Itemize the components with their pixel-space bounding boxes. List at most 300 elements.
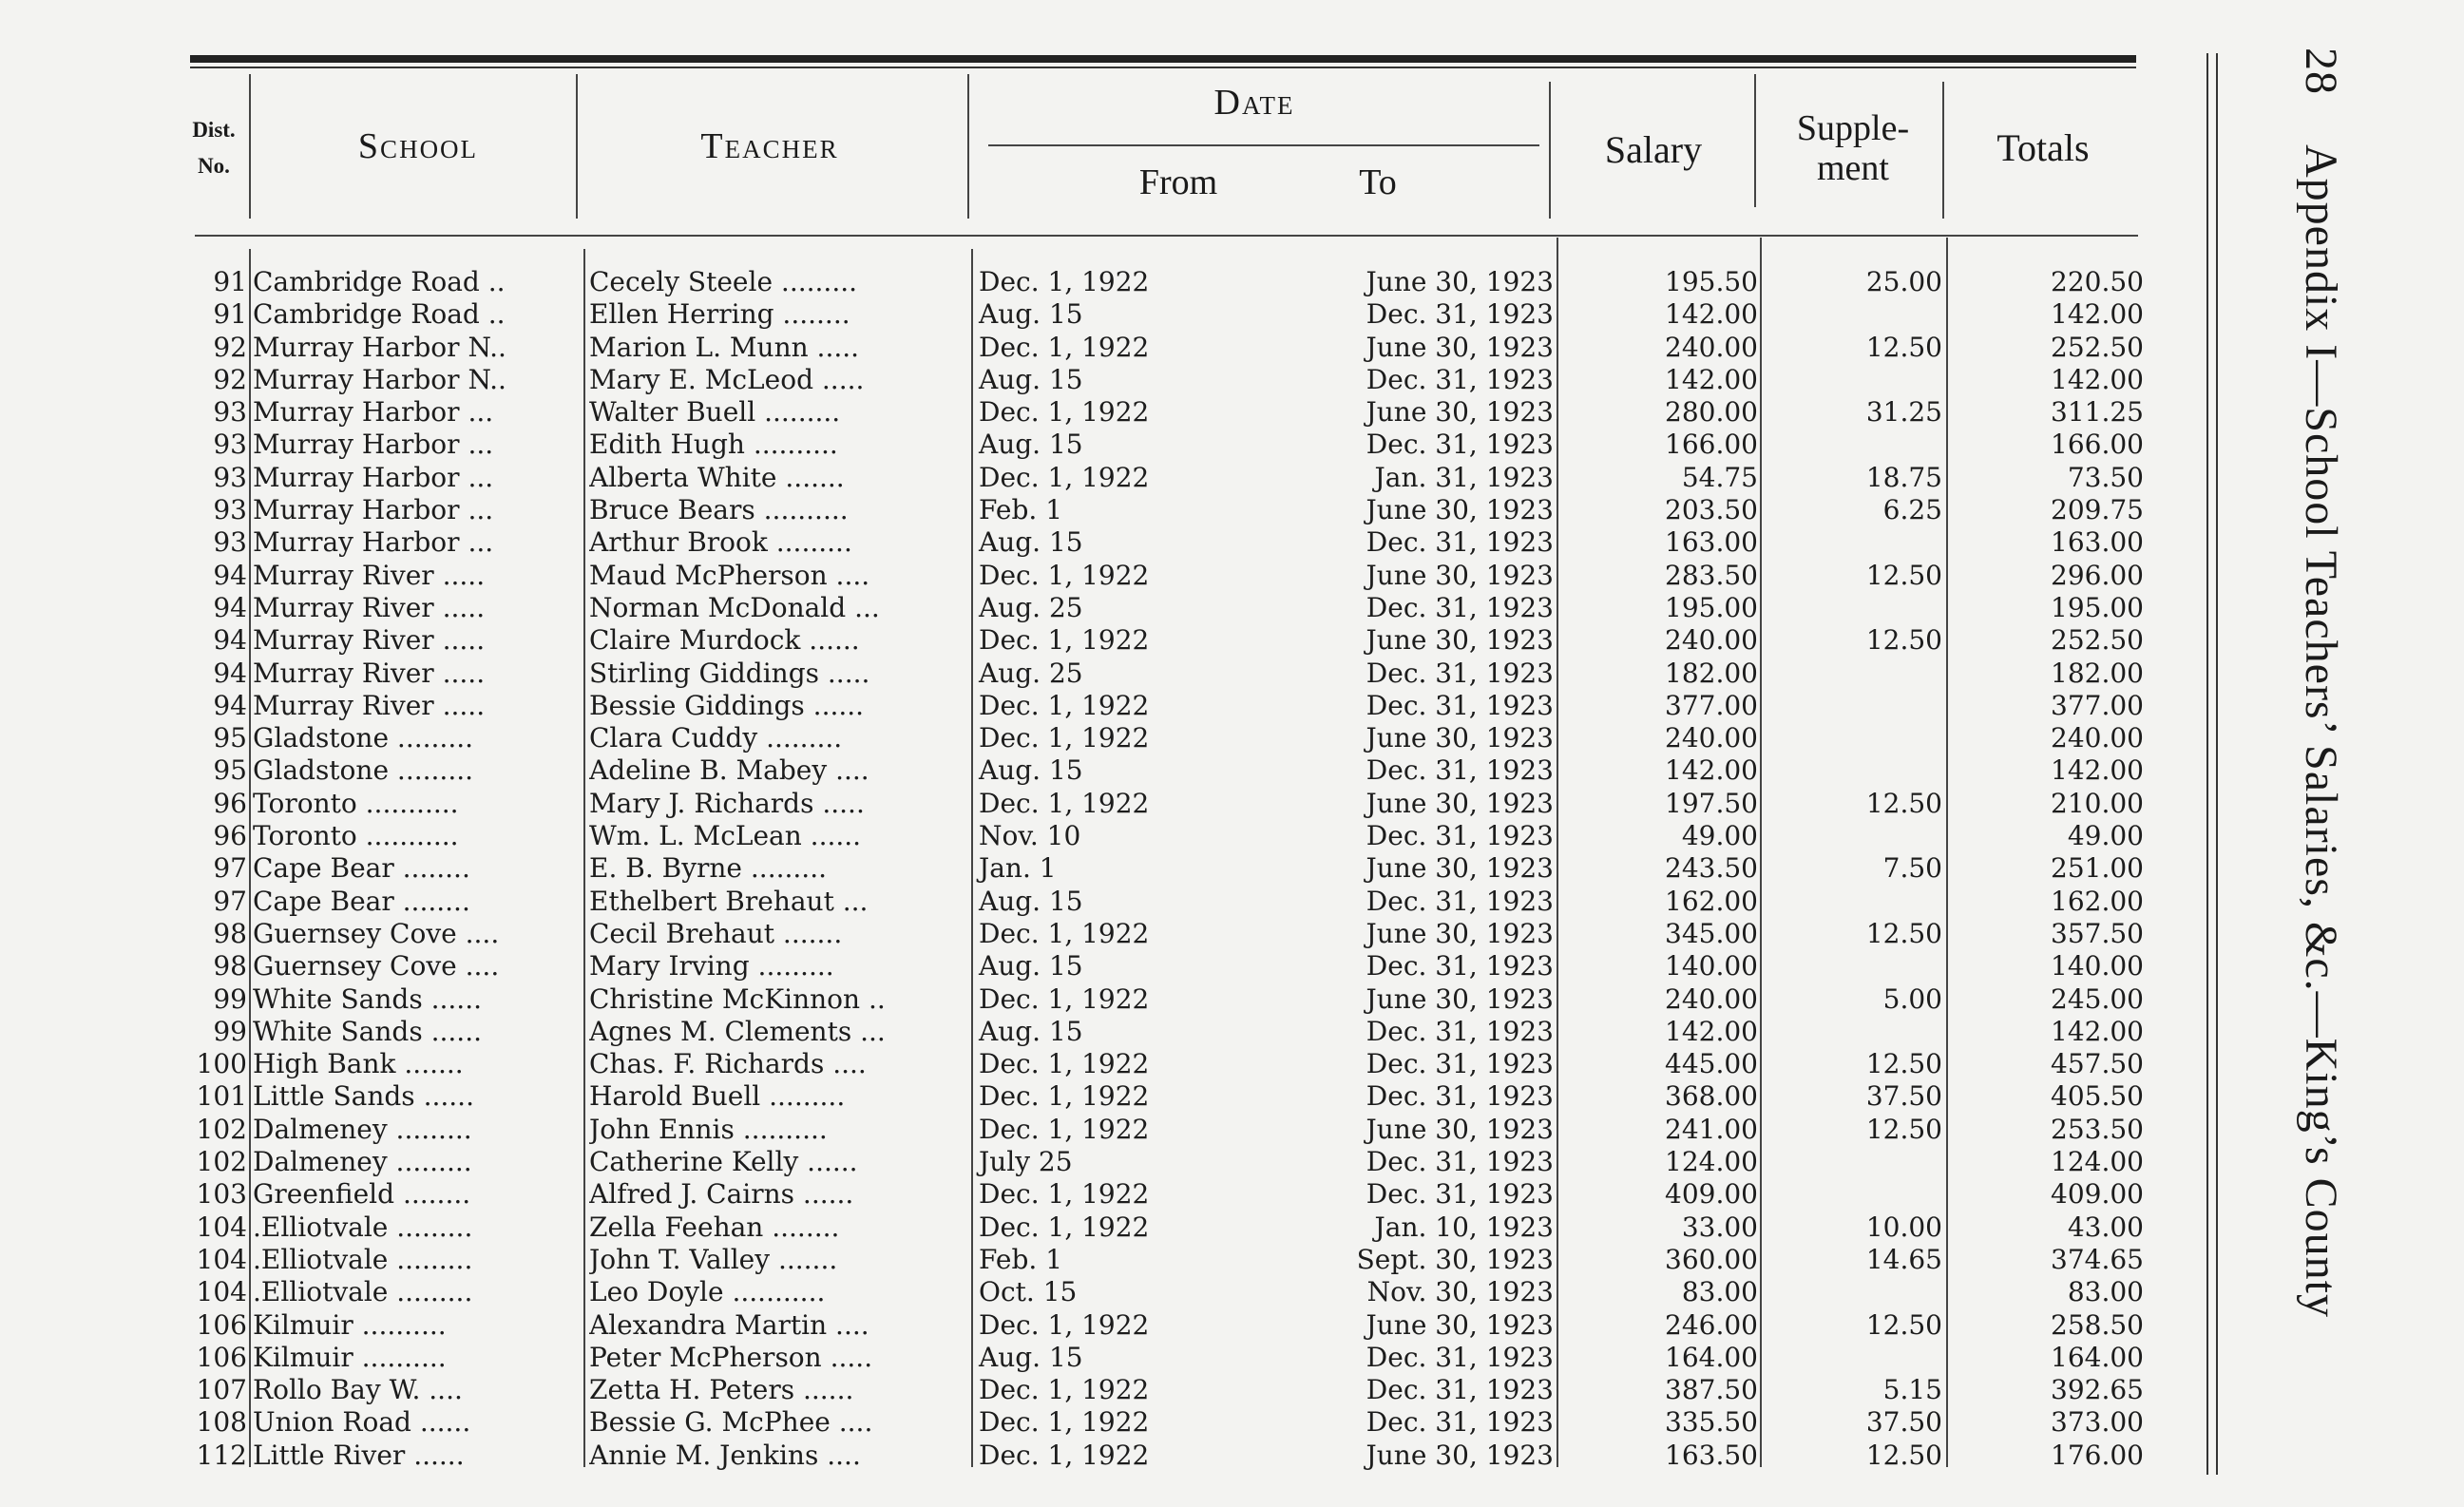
salary-cell: 368.00 — [1665, 1080, 1758, 1113]
salary-cell: 164.00 — [1665, 1341, 1758, 1373]
date-from-cell: Dec. 1, 1922 — [979, 266, 1150, 297]
date-from-cell: Aug. 25 — [979, 657, 1083, 689]
total-cell: 253.50 — [2051, 1113, 2144, 1145]
school-cell: .Elliotvale ......... — [253, 1276, 473, 1308]
date-to-cell: Dec. 31, 1923 — [1366, 363, 1554, 395]
table-row — [0, 690, 2186, 722]
date-to-cell: Dec. 31, 1923 — [1366, 754, 1554, 787]
dist-no-cell: 93 — [213, 526, 247, 559]
date-to-cell: June 30, 1923 — [1366, 1439, 1554, 1471]
teacher-cell: Zetta H. Peters ...... — [589, 1374, 854, 1406]
dist-no-cell: 95 — [213, 754, 247, 787]
total-cell: 311.25 — [2051, 396, 2144, 429]
date-from-cell: Dec. 1, 1922 — [979, 722, 1150, 754]
dist-no-cell: 102 — [196, 1113, 247, 1145]
dist-no-cell: 91 — [213, 298, 247, 331]
teacher-cell: Bessie G. McPhee .... — [589, 1406, 873, 1439]
teacher-cell: John Ennis .......... — [589, 1113, 828, 1145]
date-to-cell: Dec. 31, 1923 — [1366, 1374, 1554, 1406]
header-supplement — [1758, 108, 1948, 188]
total-cell: 43.00 — [2067, 1211, 2144, 1243]
salary-cell: 142.00 — [1665, 363, 1758, 395]
table-row — [0, 592, 2186, 624]
date-to-cell: June 30, 1923 — [1366, 982, 1554, 1015]
date-from-cell: Aug. 15 — [979, 885, 1083, 917]
date-to-cell: June 30, 1923 — [1366, 331, 1554, 363]
date-from-cell: Oct. 15 — [979, 1276, 1078, 1308]
dist-no-cell: 96 — [213, 820, 247, 852]
total-cell: 392.65 — [2051, 1374, 2144, 1406]
salary-cell: 163.00 — [1665, 526, 1758, 559]
school-cell: Union Road ...... — [253, 1406, 471, 1439]
supplement-cell: 10.00 — [1865, 1211, 1942, 1243]
dist-no-cell: 103 — [196, 1178, 247, 1211]
total-cell: 163.00 — [2051, 526, 2144, 559]
header-salary: Salary — [1604, 128, 1703, 171]
date-from-cell: Dec. 1, 1922 — [979, 624, 1150, 657]
date-from-cell: Aug. 15 — [979, 1341, 1083, 1373]
total-cell: 209.75 — [2051, 494, 2144, 526]
date-from-cell: Dec. 1, 1922 — [979, 559, 1150, 591]
date-from-cell: Dec. 1, 1922 — [979, 1080, 1150, 1113]
date-to-cell: Dec. 31, 1923 — [1366, 689, 1554, 721]
header-divider — [1754, 74, 1756, 207]
salary-cell: 240.00 — [1665, 722, 1758, 754]
dist-no-cell: 107 — [196, 1374, 247, 1406]
date-to-cell: June 30, 1923 — [1366, 852, 1554, 885]
school-cell: Gladstone ......... — [253, 754, 474, 787]
date-to-cell: June 30, 1923 — [1366, 917, 1554, 949]
dist-no-cell: 100 — [196, 1048, 247, 1080]
teacher-cell: Ellen Herring ........ — [589, 298, 850, 331]
table-row — [0, 560, 2186, 592]
total-cell: 296.00 — [2051, 559, 2144, 591]
total-cell: 142.00 — [2051, 754, 2144, 787]
supplement-cell: 5.15 — [1882, 1374, 1942, 1406]
header-divider — [249, 74, 251, 219]
dist-no-cell: 94 — [213, 559, 247, 591]
supplement-cell: 5.00 — [1882, 982, 1942, 1015]
supplement-cell: 37.50 — [1865, 1406, 1942, 1439]
side-rule — [2206, 53, 2208, 1475]
header-school: School — [357, 126, 479, 166]
header-divider — [1942, 82, 1944, 219]
school-cell: Rollo Bay W. .... — [253, 1374, 463, 1406]
school-cell: Toronto ........... — [253, 820, 459, 852]
dist-no-cell: 112 — [196, 1439, 247, 1471]
salary-cell: 345.00 — [1665, 917, 1758, 949]
dist-no-cell: 98 — [213, 917, 247, 949]
teacher-cell: Christine McKinnon .. — [589, 982, 886, 1015]
supplement-cell: 31.25 — [1865, 396, 1942, 429]
school-cell: Little River ...... — [253, 1439, 465, 1471]
teacher-cell: Agnes M. Clements ... — [589, 1015, 886, 1047]
date-from-cell: Dec. 1, 1922 — [979, 461, 1150, 493]
supplement-cell: 12.50 — [1865, 1308, 1942, 1341]
teacher-cell: Annie M. Jenkins .... — [589, 1439, 861, 1471]
header-supplement-line1: Supple- — [1796, 108, 1910, 148]
header-to: To — [1359, 162, 1397, 202]
date-to-cell: June 30, 1923 — [1366, 494, 1554, 526]
supplement-cell: 12.50 — [1865, 1048, 1942, 1080]
date-from-cell: Aug. 15 — [979, 950, 1083, 982]
school-cell: Murray Harbor ... — [253, 526, 494, 559]
date-from-cell: Dec. 1, 1922 — [979, 396, 1150, 429]
date-from-cell: Aug. 15 — [979, 298, 1083, 331]
total-cell: 220.50 — [2051, 266, 2144, 297]
salary-cell: 124.00 — [1665, 1146, 1758, 1178]
salary-cell: 283.50 — [1665, 559, 1758, 591]
header-totals: Totals — [1996, 126, 2090, 169]
date-to-cell: Dec. 31, 1923 — [1366, 885, 1554, 917]
school-cell: Cape Bear ........ — [253, 885, 470, 917]
supplement-cell: 25.00 — [1865, 266, 1942, 297]
date-from-cell: Dec. 1, 1922 — [979, 1211, 1150, 1243]
school-cell: Murray Harbor ... — [253, 494, 494, 526]
salary-cell: 197.50 — [1665, 787, 1758, 819]
dist-no-cell: 98 — [213, 950, 247, 982]
date-to-cell: Dec. 31, 1923 — [1366, 298, 1554, 331]
date-to-cell: Dec. 31, 1923 — [1366, 1406, 1554, 1439]
salary-cell: 142.00 — [1665, 298, 1758, 331]
salary-cell: 54.75 — [1681, 461, 1758, 493]
dist-no-cell: 106 — [196, 1308, 247, 1341]
salary-cell: 203.50 — [1665, 494, 1758, 526]
teacher-cell: Norman McDonald ... — [589, 591, 880, 623]
supplement-cell: 37.50 — [1865, 1080, 1942, 1113]
school-cell: White Sands ...... — [253, 1015, 482, 1047]
total-cell: 377.00 — [2051, 689, 2144, 721]
header-date: Date — [1213, 83, 1295, 123]
total-cell: 176.00 — [2051, 1439, 2144, 1471]
teacher-cell: Mary J. Richards ..... — [589, 787, 865, 819]
total-cell: 240.00 — [2051, 722, 2144, 754]
date-from-cell: Dec. 1, 1922 — [979, 787, 1150, 819]
table-row — [0, 1178, 2186, 1211]
date-to-cell: June 30, 1923 — [1366, 722, 1554, 754]
salary-table-body — [0, 266, 2186, 1472]
table-row — [0, 1114, 2186, 1146]
salary-cell: 409.00 — [1665, 1178, 1758, 1211]
running-head — [2279, 48, 2355, 1473]
teacher-cell: Edith Hugh .......... — [589, 429, 838, 461]
teacher-cell: Bessie Giddings ...... — [589, 689, 865, 721]
dist-no-cell: 94 — [213, 624, 247, 657]
dist-no-cell: 108 — [196, 1406, 247, 1439]
total-cell: 83.00 — [2067, 1276, 2144, 1308]
school-cell: Greenfield ........ — [253, 1178, 471, 1211]
school-cell: Gladstone ......... — [253, 722, 474, 754]
salary-cell: 83.00 — [1681, 1276, 1758, 1308]
teacher-cell: Zella Feehan ........ — [589, 1211, 840, 1243]
table-row — [0, 852, 2186, 885]
teacher-cell: Cecil Brehaut ....... — [589, 917, 843, 949]
supplement-cell: 12.50 — [1865, 1439, 1942, 1471]
salary-cell: 240.00 — [1665, 624, 1758, 657]
school-cell: Cape Bear ........ — [253, 852, 470, 885]
school-cell: Murray Harbor N.. — [253, 363, 506, 395]
date-from-cell: Dec. 1, 1922 — [979, 331, 1150, 363]
salary-cell: 140.00 — [1665, 950, 1758, 982]
table-row — [0, 624, 2186, 657]
header-divider — [576, 74, 578, 219]
date-to-cell: Sept. 30, 1923 — [1356, 1243, 1554, 1275]
supplement-cell: 12.50 — [1865, 787, 1942, 819]
total-cell: 166.00 — [2051, 429, 2144, 461]
supplement-cell: 12.50 — [1865, 1113, 1942, 1145]
school-cell: Cambridge Road .. — [253, 298, 506, 331]
dist-no-cell: 99 — [213, 982, 247, 1015]
table-row — [0, 1048, 2186, 1080]
total-cell: 374.65 — [2051, 1243, 2144, 1275]
school-cell: Murray Harbor ... — [253, 429, 494, 461]
table-row — [0, 658, 2186, 690]
total-cell: 142.00 — [2051, 363, 2144, 395]
dist-no-cell: 101 — [196, 1080, 247, 1113]
salary-cell: 280.00 — [1665, 396, 1758, 429]
date-from-cell: Feb. 1 — [979, 494, 1063, 526]
supplement-cell: 14.65 — [1865, 1243, 1942, 1275]
teacher-cell: Alfred J. Cairns ...... — [589, 1178, 854, 1211]
teacher-cell: Peter McPherson ..... — [589, 1341, 873, 1373]
date-to-cell: Dec. 31, 1923 — [1366, 950, 1554, 982]
date-from-cell: Aug. 15 — [979, 1015, 1083, 1047]
dist-no-cell: 92 — [213, 363, 247, 395]
table-row — [0, 1080, 2186, 1113]
date-to-cell: Dec. 31, 1923 — [1366, 1341, 1554, 1373]
teacher-cell: Maud McPherson .... — [589, 559, 870, 591]
date-to-cell: Dec. 31, 1923 — [1366, 591, 1554, 623]
salary-cell: 142.00 — [1665, 754, 1758, 787]
date-to-cell: Dec. 31, 1923 — [1366, 820, 1554, 852]
school-cell: Murray River ..... — [253, 689, 486, 721]
total-cell: 245.00 — [2051, 982, 2144, 1015]
salary-cell: 445.00 — [1665, 1048, 1758, 1080]
school-cell: Toronto ........... — [253, 787, 459, 819]
date-from-cell: Dec. 1, 1922 — [979, 1308, 1150, 1341]
date-to-cell: June 30, 1923 — [1366, 624, 1554, 657]
total-cell: 73.50 — [2067, 461, 2144, 493]
date-to-cell: Nov. 30, 1923 — [1366, 1276, 1554, 1308]
school-cell: Little Sands ...... — [253, 1080, 474, 1113]
teacher-cell: Marion L. Munn ..... — [589, 331, 860, 363]
header-from: From — [1138, 162, 1218, 202]
date-to-cell: June 30, 1923 — [1366, 787, 1554, 819]
total-cell: 457.50 — [2051, 1048, 2144, 1080]
supplement-cell: 12.50 — [1865, 917, 1942, 949]
teacher-cell: Walter Buell ......... — [589, 396, 841, 429]
date-from-cell: July 25 — [979, 1146, 1073, 1178]
teacher-cell: Mary E. McLeod ..... — [589, 363, 865, 395]
total-cell: 405.50 — [2051, 1080, 2144, 1113]
table-row — [0, 1309, 2186, 1342]
dist-no-cell: 106 — [196, 1341, 247, 1373]
table-row — [0, 886, 2186, 918]
date-from-cell: Dec. 1, 1922 — [979, 917, 1150, 949]
date-to-cell: June 30, 1923 — [1366, 1113, 1554, 1145]
date-to-cell: June 30, 1923 — [1366, 266, 1554, 297]
school-cell: Murray River ..... — [253, 657, 486, 689]
total-cell: 357.50 — [2051, 917, 2144, 949]
dist-no-cell: 104 — [196, 1243, 247, 1275]
salary-cell: 377.00 — [1665, 689, 1758, 721]
dist-no-cell: 93 — [213, 429, 247, 461]
teacher-cell: Claire Murdock ...... — [589, 624, 860, 657]
header-bottom-rule — [195, 235, 2138, 237]
date-from-cell: Dec. 1, 1922 — [979, 1113, 1150, 1145]
header-dist-no — [181, 112, 247, 184]
table-row — [0, 298, 2186, 331]
salary-cell: 241.00 — [1665, 1113, 1758, 1145]
teacher-cell: Clara Cuddy ......... — [589, 722, 843, 754]
date-to-cell: Dec. 31, 1923 — [1366, 657, 1554, 689]
table-row — [0, 722, 2186, 754]
dist-no-cell: 92 — [213, 331, 247, 363]
total-cell: 252.50 — [2051, 624, 2144, 657]
table-row — [0, 950, 2186, 982]
school-cell: Dalmeney ......... — [253, 1146, 472, 1178]
table-row — [0, 1406, 2186, 1439]
school-cell: Murray River ..... — [253, 591, 486, 623]
total-cell: 182.00 — [2051, 657, 2144, 689]
date-from-cell: Aug. 15 — [979, 363, 1083, 395]
table-row — [0, 1016, 2186, 1048]
side-rule — [2216, 53, 2218, 1475]
total-cell: 373.00 — [2051, 1406, 2144, 1439]
total-cell: 251.00 — [2051, 852, 2144, 885]
header-divider — [1549, 82, 1551, 219]
date-to-cell: Dec. 31, 1923 — [1366, 1080, 1554, 1113]
school-cell: Dalmeney ......... — [253, 1113, 472, 1145]
date-from-cell: Aug. 25 — [979, 591, 1083, 623]
salary-cell: 166.00 — [1665, 429, 1758, 461]
salary-cell: 195.50 — [1665, 266, 1758, 297]
supplement-cell: 6.25 — [1882, 494, 1942, 526]
date-from-cell: Dec. 1, 1922 — [979, 1439, 1150, 1471]
salary-cell: 162.00 — [1665, 885, 1758, 917]
date-from-cell: Aug. 15 — [979, 429, 1083, 461]
table-row — [0, 462, 2186, 494]
salary-cell: 240.00 — [1665, 982, 1758, 1015]
date-from-cell: Dec. 1, 1922 — [979, 689, 1150, 721]
dist-no-cell: 104 — [196, 1211, 247, 1243]
table-row — [0, 494, 2186, 526]
date-to-cell: Jan. 10, 1923 — [1374, 1211, 1554, 1243]
date-from-cell: Dec. 1, 1922 — [979, 982, 1150, 1015]
table-row — [0, 754, 2186, 787]
supplement-cell: 12.50 — [1865, 331, 1942, 363]
teacher-cell: Cecely Steele ......... — [589, 266, 858, 297]
salary-cell: 360.00 — [1665, 1243, 1758, 1275]
date-from-cell: Dec. 1, 1922 — [979, 1374, 1150, 1406]
salary-cell: 142.00 — [1665, 1015, 1758, 1047]
table-row — [0, 918, 2186, 950]
total-cell: 124.00 — [2051, 1146, 2144, 1178]
teacher-cell: Wm. L. McLean ...... — [589, 820, 862, 852]
date-from-cell: Feb. 1 — [979, 1243, 1063, 1275]
total-cell: 252.50 — [2051, 331, 2144, 363]
header-teacher: Teacher — [700, 126, 839, 166]
supplement-cell: 7.50 — [1882, 852, 1942, 885]
table-row — [0, 429, 2186, 461]
teacher-cell: John T. Valley ....... — [589, 1243, 838, 1275]
teacher-cell: Alexandra Martin .... — [589, 1308, 869, 1341]
total-cell: 409.00 — [2051, 1178, 2144, 1211]
salary-cell: 182.00 — [1665, 657, 1758, 689]
date-to-cell: Dec. 31, 1923 — [1366, 1048, 1554, 1080]
table-row — [0, 983, 2186, 1016]
page-number: 28 — [2296, 48, 2346, 95]
teacher-cell: Mary Irving ......... — [589, 950, 834, 982]
teacher-cell: Catherine Kelly ...... — [589, 1146, 858, 1178]
table-row — [0, 1440, 2186, 1472]
salary-cell: 33.00 — [1681, 1211, 1758, 1243]
total-cell: 195.00 — [2051, 591, 2144, 623]
date-to-cell: Jan. 31, 1923 — [1374, 461, 1554, 493]
school-cell: Cambridge Road .. — [253, 266, 506, 297]
teacher-cell: Alberta White ....... — [589, 461, 845, 493]
teacher-cell: Harold Buell ......... — [589, 1080, 846, 1113]
salary-cell: 49.00 — [1681, 820, 1758, 852]
teacher-cell: Ethelbert Brehaut ... — [589, 885, 869, 917]
total-cell: 210.00 — [2051, 787, 2144, 819]
school-cell: Murray Harbor ... — [253, 396, 494, 429]
table-row — [0, 1374, 2186, 1406]
school-cell: .Elliotvale ......... — [253, 1211, 473, 1243]
dist-no-cell: 94 — [213, 657, 247, 689]
table-row — [0, 788, 2186, 820]
date-from-cell: Dec. 1, 1922 — [979, 1048, 1150, 1080]
teacher-cell: E. B. Byrne ......... — [589, 852, 828, 885]
total-cell: 258.50 — [2051, 1308, 2144, 1341]
total-cell: 164.00 — [2051, 1341, 2144, 1373]
dist-no-cell: 97 — [213, 885, 247, 917]
teacher-cell: Stirling Giddings ..... — [589, 657, 870, 689]
date-to-cell: Dec. 31, 1923 — [1366, 1178, 1554, 1211]
header-divider — [967, 74, 969, 219]
table-row — [0, 1276, 2186, 1308]
school-cell: Guernsey Cove .... — [253, 950, 500, 982]
school-cell: White Sands ...... — [253, 982, 482, 1015]
school-cell: Kilmuir .......... — [253, 1341, 447, 1373]
salary-cell: 163.50 — [1665, 1439, 1758, 1471]
total-cell: 162.00 — [2051, 885, 2144, 917]
salary-cell: 335.50 — [1665, 1406, 1758, 1439]
date-from-cell: Dec. 1, 1922 — [979, 1406, 1150, 1439]
total-cell: 49.00 — [2067, 820, 2144, 852]
salary-cell: 387.50 — [1665, 1374, 1758, 1406]
header-supplement-line2: ment — [1817, 148, 1889, 188]
dist-no-cell: 102 — [196, 1146, 247, 1178]
running-head-text — [2295, 48, 2347, 1318]
supplement-cell: 12.50 — [1865, 559, 1942, 591]
table-row — [0, 332, 2186, 364]
teacher-cell: Leo Doyle ........... — [589, 1276, 826, 1308]
supplement-cell: 18.75 — [1865, 461, 1942, 493]
date-to-cell: Dec. 31, 1923 — [1366, 1015, 1554, 1047]
school-cell: Murray River ..... — [253, 624, 486, 657]
dist-no-cell: 94 — [213, 689, 247, 721]
table-row — [0, 364, 2186, 396]
dist-no-cell: 94 — [213, 591, 247, 623]
header-no: No. — [198, 154, 230, 178]
date-from-cell: Aug. 15 — [979, 526, 1083, 559]
total-cell: 142.00 — [2051, 298, 2144, 331]
teacher-cell: Arthur Brook ......... — [589, 526, 852, 559]
teacher-cell: Bruce Bears .......... — [589, 494, 849, 526]
dist-no-cell: 96 — [213, 787, 247, 819]
school-cell: Murray Harbor ... — [253, 461, 494, 493]
